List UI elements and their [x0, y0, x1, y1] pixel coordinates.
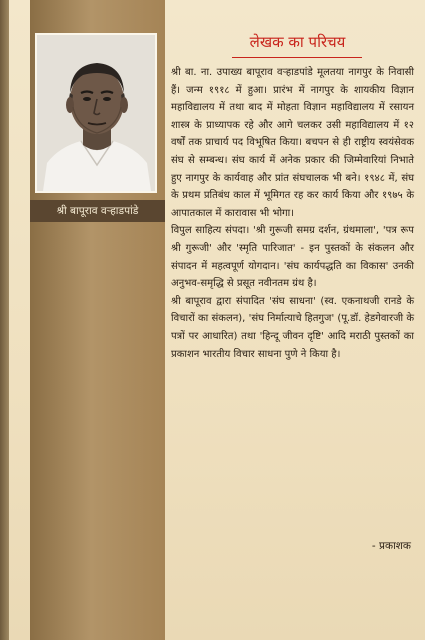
publisher-signature: - प्रकाशक	[371, 540, 411, 552]
spine-edge	[0, 0, 9, 640]
bio-paragraph-2: विपुल साहित्य संपदा। 'श्री गुरूजी समग्र दर्शन, ग्रंथमाला', 'पत्र रूप श्री गुरूजी' और 'स्मृति पारिजात' - इन पुस्तकों के संकलन और संपादन में महत्वपूर्ण योगदान। 'संघ कार्यपद्धति का विकास' उनकी अनुभव-समृद्धि से प्रसूत नवीनतम ग्रंथ है।	[171, 225, 414, 290]
title-underline	[232, 57, 362, 58]
portrait-caption: श्री बापूराव वर्‍हाडपांडे	[30, 200, 165, 222]
page-title: लेखक का परिचय	[249, 33, 346, 51]
bio-paragraph-3: श्री बापूराव द्वारा संपादित 'संघ साधना' (स्व. एकनाथजी रानडे के विचारों का संकलन), 'संघ निर्मात्याचे हितगुज' (पू.डॉ. हेडगेवारजी के पत्रों पर आधारित) तथा 'हिन्दू जीवन दृष्टि' आदि मराठी पुस्तकों का प्रकाशन भारतीय विचार साधना पुणे ने किया है।	[171, 295, 414, 360]
author-portrait	[35, 33, 157, 193]
bio-paragraph-1: श्री बा. ना. उपाख्य बापूराव वर्‍हाडपांडे मूलतया नागपुर के निवासी हैं। जन्म १९१८ में हुआ। प्रारंभ में नागपुर के शायकीय विज्ञान महाविद्यालय में तथा बाद में मोहता विज्ञान महाविद्यालय में रसायन शास्त्र के प्राध्यापक रहे और आगे चलकर उसी महाविद्यालय में १२ वर्षों तक प्राचार्य पद विभूषित किया। बचपन से ही राष्ट्रीय स्वयंसेवक संघ से सम्बन्ध। संघ कार्य में अनेक प्रकार की जिम्मेवारियां निभाते हुए नागपुर के कार्यवाह और प्रांत संघचालक भी बने। १९४८ में, संघ के प्रथम प्रतिबंध काल में भूमिगत रह कर कार्य किया और १९७५ के आपातकाल में कारावास भी भोगा।	[171, 67, 414, 219]
author-bio	[171, 64, 414, 363]
portrait-image	[37, 35, 155, 191]
